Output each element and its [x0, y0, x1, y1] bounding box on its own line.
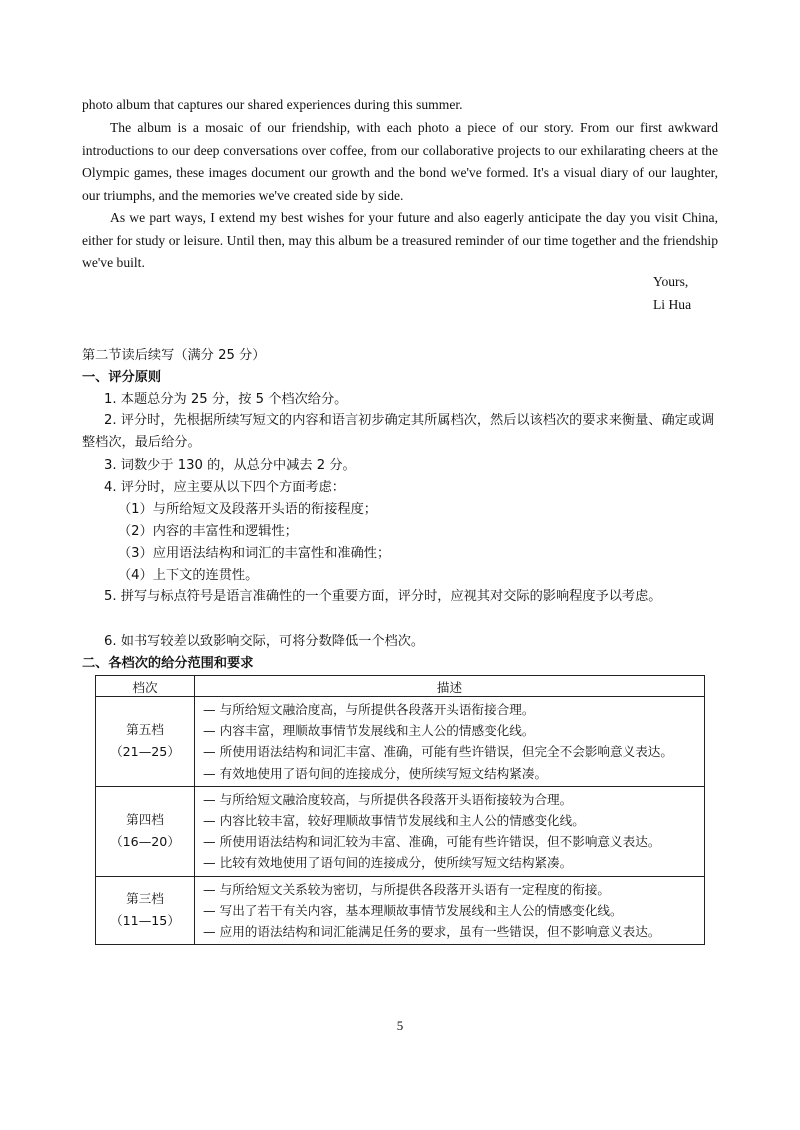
description-cell: [195, 876, 705, 945]
level-name: 第四档: [126, 812, 164, 828]
heading-scoring-principles: 一、评分原则: [82, 370, 162, 385]
description-item: — 所使用语法结构和词汇较为丰富、准确，可能有些许错误，但不影响意义表达。: [203, 834, 661, 850]
rule-6: 6. 如书写较差以致影响交际，可将分数降低一个档次。: [104, 634, 425, 649]
page-number: 5: [396, 1018, 404, 1033]
rule-4-item: （4）上下文的连贯性。: [118, 568, 259, 583]
level-cell: [96, 786, 195, 876]
description-item: — 比较有效地使用了语句间的连接成分，使所续写短文结构紧凑。: [203, 855, 573, 871]
table-header-row: [96, 676, 705, 697]
level-cell: [96, 697, 195, 787]
description-item: — 与所给短文融洽度高，与所提供各段落开头语衔接合理。: [203, 702, 535, 717]
rule-1: 1. 本题总分为 25 分，按 5 个档次给分。: [104, 392, 348, 407]
level-range: （21—25）: [110, 744, 180, 760]
level-cell: [96, 876, 195, 945]
description-cell: [195, 786, 705, 876]
table-row: [96, 786, 705, 876]
rule-5: 5. 拼写与标点符号是语言准确性的一个重要方面，评分时，应视其对交际的影响程度予以考虑。: [104, 589, 662, 604]
letter-closing: Yours,: [653, 274, 689, 289]
header-description: 描述: [195, 676, 705, 697]
description-cell: [195, 697, 705, 787]
letter-paragraph-2: The album is a mosaic of our friendship, with each photo a piece of our story. From our first awkward introductions to our deep conversations over coffee, from our collaborative projects to our exhilarating cheers at the Olympic games, these images document our growth and the bond we've formed. It's a visual diary of our laughter, our triumphs, and the memories we've created side by side.: [82, 120, 718, 203]
table-row: [96, 697, 705, 787]
letter-signature: Li Hua: [653, 297, 692, 312]
rule-4-item: （2）内容的丰富性和逻辑性；: [118, 524, 298, 539]
level-range: （16—20）: [110, 834, 180, 850]
description-item: — 内容比较丰富，较好理顺故事情节发展线和主人公的情感变化线。: [203, 813, 585, 829]
letter-paragraph-3: As we part ways, I extend my best wishes for your future and also eagerly anticipate the day you visit China, either for study or leisure. Until then, may this album be a treasured reminder of our time together and the friendship we've built.: [82, 210, 718, 270]
level-name: 第三档: [126, 891, 164, 907]
description-item: — 与所给短文融洽度较高，与所提供各段落开头语衔接较为合理。: [203, 791, 573, 807]
grade-table: [95, 675, 705, 945]
rule-3: 3. 词数少于 130 的，从总分中减去 2 分。: [104, 458, 356, 473]
rule-4-item: （3）应用语法结构和词汇的丰富性和准确性；: [118, 546, 391, 561]
rule-4: 4. 评分时，应主要从以下四个方面考虑：: [104, 480, 345, 495]
table-row: [96, 876, 705, 945]
section-title: 第二节读后续写（满分 25 分）: [82, 348, 266, 363]
description-item: — 应用的语法结构和词汇能满足任务的要求，虽有一些错误，但不影响意义表达。: [203, 924, 661, 940]
heading-grade-ranges: 二、各档次的给分范围和要求: [82, 656, 254, 671]
rule-4-item: （1）与所给短文及段落开头语的衔接程度；: [118, 502, 377, 517]
rule-2: 2. 评分时，先根据所续写短文的内容和语言初步确定其所属档次，然后以该档次的要求来衡量、确定或调整档次，最后给分。: [82, 413, 715, 450]
level-range: （11—15）: [110, 913, 180, 929]
letter-intro-line: photo album that captures our shared experiences during this summer.: [82, 97, 463, 112]
description-item: — 所使用语法结构和词汇丰富、准确，可能有些许错误，但完全不会影响意义表达。: [203, 744, 673, 760]
description-item: — 有效地使用了语句间的连接成分，使所续写短文结构紧凑。: [203, 765, 548, 781]
description-item: — 写出了若干有关内容，基本理顺故事情节发展线和主人公的情感变化线。: [203, 902, 623, 918]
level-name: 第五档: [126, 722, 164, 738]
description-item: — 内容丰富，理顺故事情节发展线和主人公的情感变化线。: [203, 723, 535, 739]
description-item: — 与所给短文关系较为密切，与所提供各段落开头语有一定程度的衔接。: [203, 881, 611, 897]
header-level: 档次: [96, 676, 195, 697]
